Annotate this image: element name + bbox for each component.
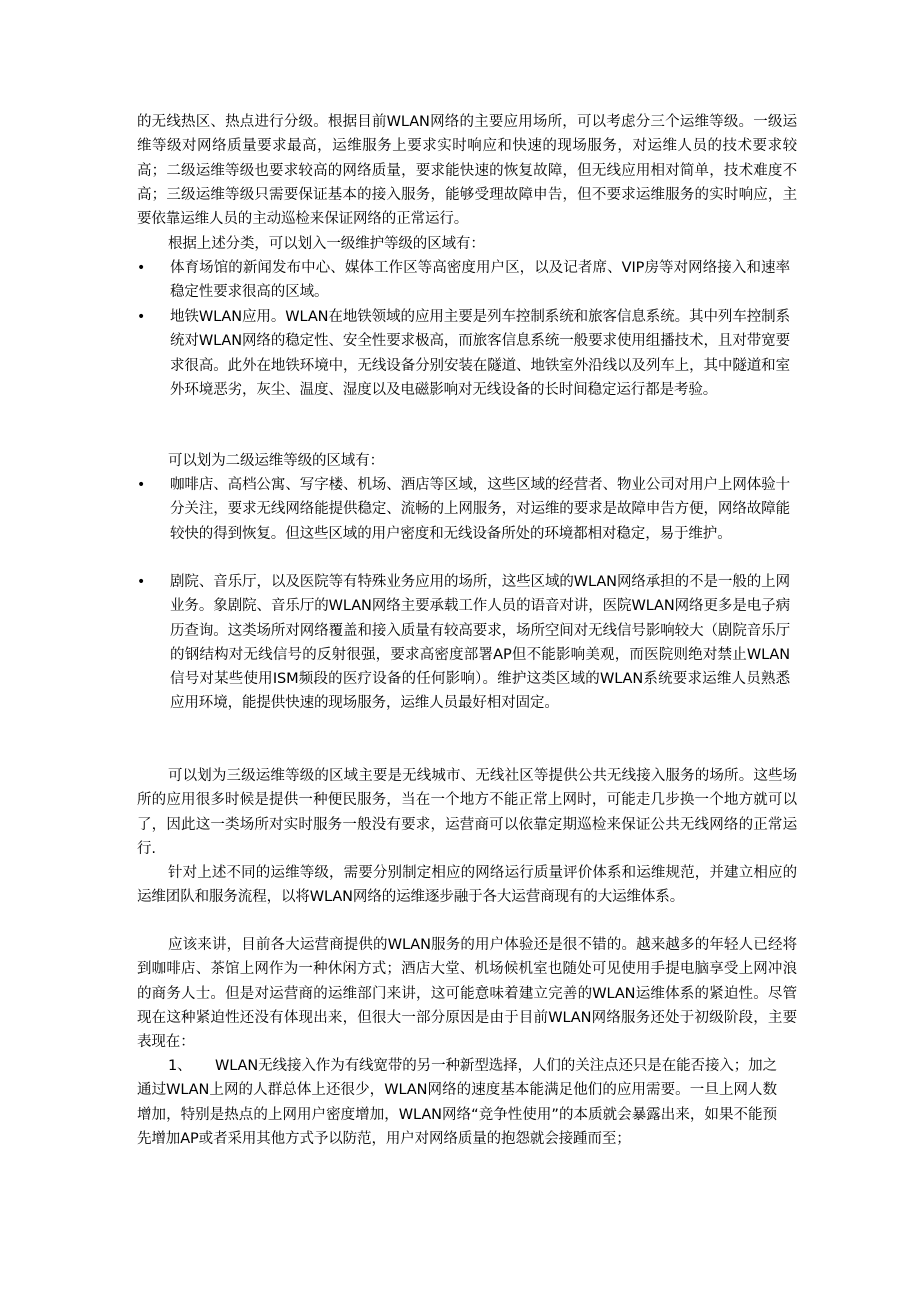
paragraph-level1-intro: 根据上述分类，可以划入一级维护等级的区域有： (168, 236, 485, 252)
numbered-item-text: WLAN无线接入作为有线宽带的另一种新型选择，人们的关注点还只是在能否接入；加之通过WLAN上网的人群总体上还很少，WLAN网络的速度基本能满足他们的应用需要。一旦上网人数增加，特别是热点的上网用户密度增加，WLAN网络“竞争性使用”的本质就会暴露出来，如果不能预先增加AP或者采用其他方式予以防范，用户对网络质量的抱怨就会接踵而至； (137, 1058, 777, 1147)
bullet-icon: • (137, 309, 146, 325)
numbered-item (137, 1054, 777, 1151)
list-item-text: 体育场馆的新闻发布中心、媒体工作区等高密度用户区，以及记者席、VIP房等对网络接入和速率稳定性要求很高的区域。 (170, 260, 790, 301)
item-number: 1、 (168, 1058, 192, 1074)
paragraph-level3: 可以划为三级运维等级的区域主要是无线城市、无线社区等提供公共无线接入服务的场所。这些场所的应用很多时候是提供一种便民服务，当在一个地方不能正常上网时，可能走几步换一个地方就可以了，因此这一类场所对实时服务一般没有要求，运营商可以依靠定期巡检来保证公共无线网络的正常运行. (137, 768, 797, 857)
list-item-text: 地铁WLAN应用。WLAN在地铁领域的应用主要是列车控制系统和旅客信息系统。其中列车控制系统对WLAN网络的稳定性、安全性要求极高，而旅客信息系统一般要求使用组播技术，且对带宽要求很高。此外在地铁环境中，无线设备分别安装在隧道、地铁室外沿线以及列车上，其中隧道和室外环境恶劣，灰尘、温度、湿度以及电磁影响对无线设备的长时间稳定运行都是考验。 (170, 309, 790, 398)
paragraph-standards: 针对上述不同的运维等级，需要分别制定相应的网络运行质量评价体系和运维规范，并建立相应的运维团队和服务流程，以将WLAN网络的运维逐步融于各大运营商现有的大运维体系。 (137, 865, 797, 906)
bullet-icon: • (137, 260, 146, 276)
paragraph-level2-intro: 可以划为二级运维等级的区域有： (168, 453, 384, 469)
list-item-text: 剧院、音乐厅，以及医院等有特殊业务应用的场所，这些区域的WLAN网络承担的不是一般的上网业务。象剧院、音乐厅的WLAN网络主要承载工作人员的语音对讲，医院WLAN网络更多是电子病历查询。这类场所对网络覆盖和接入质量有较高要求，场所空间对无线信号影响较大（剧院音乐厅的钢结构对无线信号的反射很强，要求高密度部署AP但不能影响美观，而医院则绝对禁止WLAN信号对某些使用ISM频段的医疗设备的任何影响）。维护这类区域的WLAN系统要求运维人员熟悉应用环境，能提供快速的现场服务，运维人员最好相对固定。 (170, 574, 790, 712)
paragraph-user-experience: 应该来讲，目前各大运营商提供的WLAN服务的用户体验还是很不错的。越来越多的年轻人已经将到咖啡店、茶馆上网作为一种休闲方式；酒店大堂、机场候机室也随处可见使用手提电脑享受上网冲浪的商务人士。但是对运营商的运维部门来讲，这可能意味着建立完善的WLAN运维体系的紧迫性。尽管现在这种紧迫性还没有体现出来，但很大一部分原因是由于目前WLAN网络服务还处于初级阶段，主要表现在： (137, 937, 797, 1051)
paragraph-maintenance-levels: 的无线热区、热点进行分级。根据目前WLAN网络的主要应用场所，可以考虑分三个运维等级。一级运维等级对网络质量要求最高，运维服务上要求实时响应和快速的现场服务，对运维人员的技术要求较高；二级运维等级也要求较高的网络质量，要求能快速的恢复故障，但无线应用相对简单，技术难度不高；三级运维等级只需要保证基本的接入服务，能够受理故障申告，但不要求运维服务的实时响应，主要依靠运维人员的主动巡检来保证网络的正常运行。 (137, 114, 797, 228)
bullet-icon: • (137, 477, 146, 493)
list-item-text: 咖啡店、高档公寓、写字楼、机场、酒店等区域，这些区域的经营者、物业公司对用户上网体验十分关注，要求无线网络能提供稳定、流畅的上网服务，对运维的要求是故障申告方便，网络故障能较快的得到恢复。但这些区域的用户密度和无线设备所处的环境都相对稳定，易于维护。 (170, 477, 790, 542)
bullet-icon: • (137, 574, 146, 590)
